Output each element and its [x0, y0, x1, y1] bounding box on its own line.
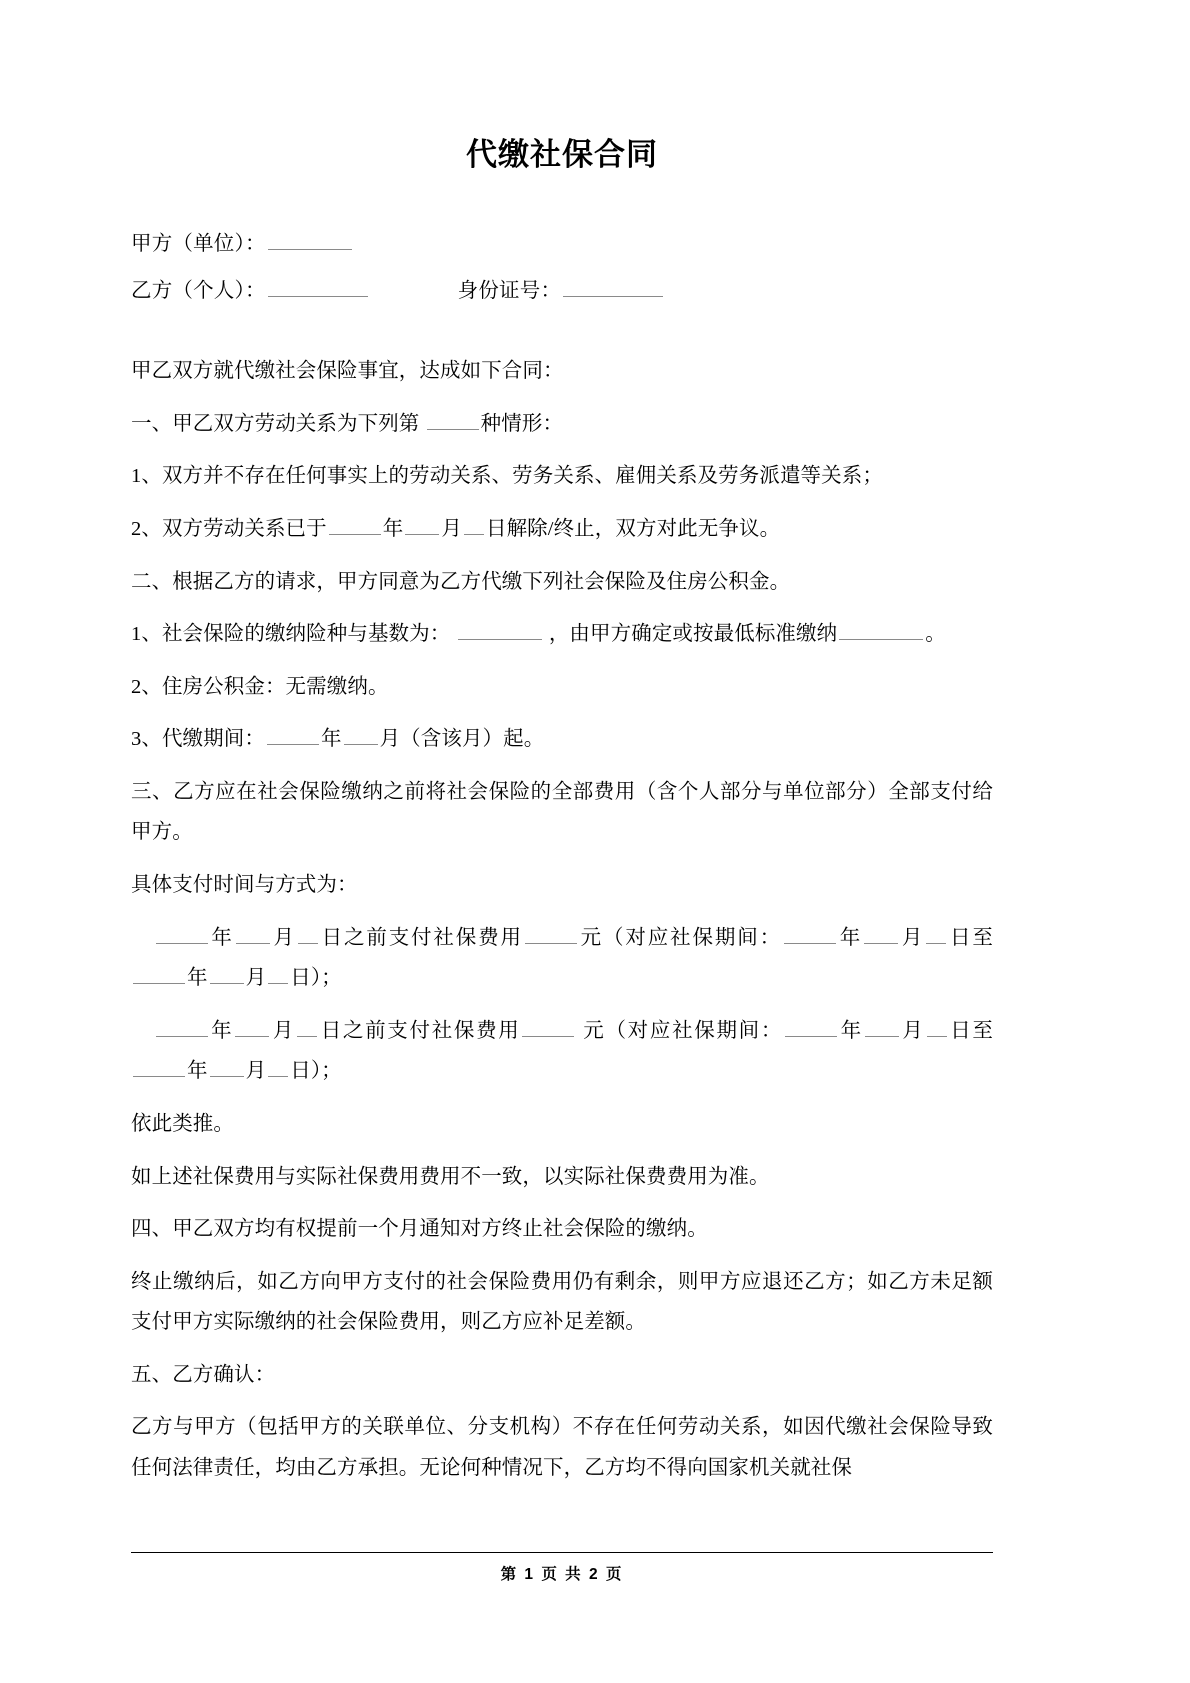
payment-1-end-year-blank[interactable] [133, 964, 185, 984]
agency-period-month-unit: 月（含该月）起。 [379, 728, 545, 751]
clause-1-situation-blank[interactable] [427, 409, 479, 429]
page-title: 代缴社保合同 [466, 137, 658, 172]
clause-5-body: 乙方与甲方（包括甲方的关联单位、分支机构）不存在任何劳动关系，如因代缴社会保险导致任何法律责任，均由乙方承担。无论何种情况下，乙方均不得向国家机关就社保 [131, 1416, 993, 1479]
payment-2-day-pre: 日之前支付社保费用 [319, 1019, 521, 1042]
payment-1-day-pre: 日之前支付社保费用 [319, 926, 523, 949]
payment-1-end-day-blank[interactable] [268, 964, 288, 984]
clause-1-item-2-pre: 2、双方劳动关系已于 [131, 518, 327, 541]
clause-2-item-3-pre: 3、代缴期间： [131, 728, 265, 751]
insurance-standard-blank[interactable] [839, 620, 923, 640]
payment-2-close: 日）； [290, 1060, 342, 1083]
payment-2-month-blank[interactable] [235, 1016, 269, 1036]
payment-1-period-year-unit: 年 [837, 926, 863, 949]
payment-2-end-month-blank[interactable] [210, 1057, 244, 1077]
payment-line-1 [131, 918, 993, 999]
payment-1-month-unit: 月 [271, 926, 296, 949]
payment-line-2 [131, 1011, 993, 1092]
payment-1-day-blank[interactable] [298, 923, 318, 943]
party-a-value-blank[interactable] [268, 229, 352, 249]
payment-2-period-day-to: 日至 [948, 1019, 994, 1042]
payment-2-period-month-blank[interactable] [865, 1016, 899, 1036]
clause-4-heading: 四、甲乙双方均有权提前一个月通知对方终止社会保险的缴纳。 [131, 1218, 708, 1241]
payment-2-yuan: 元（对应社保期间： [583, 1019, 784, 1042]
clause-1-month-unit: 月 [441, 518, 462, 541]
payment-2-day-blank[interactable] [297, 1016, 317, 1036]
payment-1-year-unit: 年 [209, 926, 234, 949]
page-footer [131, 1552, 993, 1584]
clause-1-heading-pre: 一、甲乙双方劳动关系为下列第 [131, 412, 420, 435]
payment-2-end-day-blank[interactable] [268, 1057, 288, 1077]
payment-1-year-blank[interactable] [156, 923, 208, 943]
clause-2-item-2: 2、住房公积金：无需缴纳。 [131, 675, 389, 698]
clause-2-item-1-mid: ，由甲方确定或按最低标准缴纳 [548, 623, 838, 646]
page-number: 第 1 页 共 2 页 [500, 1566, 624, 1583]
clause-1-year-unit: 年 [382, 518, 404, 541]
payment-2-end-year-unit: 年 [187, 1060, 208, 1083]
payment-1-amount-blank[interactable] [525, 923, 577, 943]
clause-2-item-3 [131, 719, 993, 760]
payment-1-period-month-blank[interactable] [864, 923, 898, 943]
payment-1-period-month-unit: 月 [900, 926, 925, 949]
payment-1-period-day-blank[interactable] [926, 923, 946, 943]
clause-1-item-1: 1、双方并不存在任何事实上的劳动关系、劳务关系、雇佣关系及劳务派遣等关系； [131, 465, 883, 488]
payment-2-period-day-blank[interactable] [927, 1016, 947, 1036]
clause-1-day-unit: 日解除/终止，双方对此无争议。 [485, 518, 781, 541]
party-b-value-blank[interactable] [268, 276, 368, 296]
payment-1-end-month-blank[interactable] [210, 964, 244, 984]
payment-2-period-year-unit: 年 [839, 1019, 863, 1042]
clause-2-item-1 [131, 614, 993, 655]
id-number-label: 身份证号： [457, 279, 562, 302]
intro-paragraph: 甲乙双方就代缴社会保险事宜，达成如下合同： [131, 360, 564, 383]
payment-1-close: 日）； [290, 967, 342, 990]
payment-1-yuan: 元（对应社保期间： [578, 926, 782, 949]
agency-period-month-blank[interactable] [344, 725, 378, 745]
document-content [131, 0, 993, 1501]
clause-5-heading: 五、乙方确认： [131, 1363, 276, 1386]
id-number-value-blank[interactable] [563, 276, 663, 296]
clause-2-item-1-end: 。 [925, 623, 946, 646]
payment-1-month-blank[interactable] [236, 923, 270, 943]
clause-2-heading: 二、根据乙方的请求，甲方同意为乙方代缴下列社会保险及住房公积金。 [131, 570, 791, 593]
agency-period-year-blank[interactable] [267, 725, 319, 745]
payment-2-month-unit: 月 [271, 1019, 296, 1042]
payment-etc: 依此类推。 [131, 1112, 234, 1135]
clause-1-month-blank[interactable] [405, 515, 439, 535]
payment-2-amount-blank[interactable] [522, 1016, 574, 1036]
party-info-block [131, 229, 993, 308]
payment-1-period-year-blank[interactable] [784, 923, 836, 943]
party-a-label: 甲方（单位）： [131, 232, 266, 255]
payment-1-period-day-to: 日至 [948, 926, 993, 949]
agency-period-year-unit: 年 [320, 728, 342, 751]
clause-1-year-blank[interactable] [329, 515, 381, 535]
clause-1-heading [131, 404, 993, 445]
payment-2-year-blank[interactable] [156, 1016, 208, 1036]
insurance-base-blank[interactable] [458, 620, 542, 640]
clause-1-day-blank[interactable] [464, 515, 484, 535]
clause-1-heading-post: 种情形： [480, 412, 564, 435]
clause-3-heading: 三、乙方应在社会保险缴纳之前将社会保险的全部费用（含个人部分与单位部分）全部支付给甲方。 [131, 780, 993, 844]
clause-1-item-2 [131, 509, 993, 550]
payment-1-end-month-unit: 月 [245, 967, 267, 990]
payment-2-year-unit: 年 [209, 1019, 234, 1042]
payment-2-end-year-blank[interactable] [133, 1057, 185, 1077]
party-a-line [131, 229, 993, 261]
clause-2-item-1-pre: 1、社会保险的缴纳险种与基数为： [131, 623, 451, 646]
payment-2-period-year-blank[interactable] [785, 1016, 837, 1036]
payment-2-period-month-unit: 月 [900, 1019, 925, 1042]
party-b-line [131, 276, 993, 308]
footer-divider [131, 1552, 993, 1553]
payment-1-end-year-unit: 年 [187, 967, 208, 990]
contract-body [131, 351, 993, 1488]
payment-intro: 具体支付时间与方式为： [131, 874, 358, 897]
payment-note: 如上述社保费用与实际社保费用费用不一致，以实际社保费费用为准。 [131, 1165, 770, 1188]
clause-4-body: 终止缴纳后，如乙方向甲方支付的社会保险费用仍有剩余，则甲方应退还乙方；如乙方未足额支付甲方实际缴纳的社会保险费用，则乙方应补足差额。 [131, 1270, 993, 1334]
party-b-label: 乙方（个人）： [131, 279, 266, 302]
payment-2-end-month-unit: 月 [245, 1060, 267, 1083]
